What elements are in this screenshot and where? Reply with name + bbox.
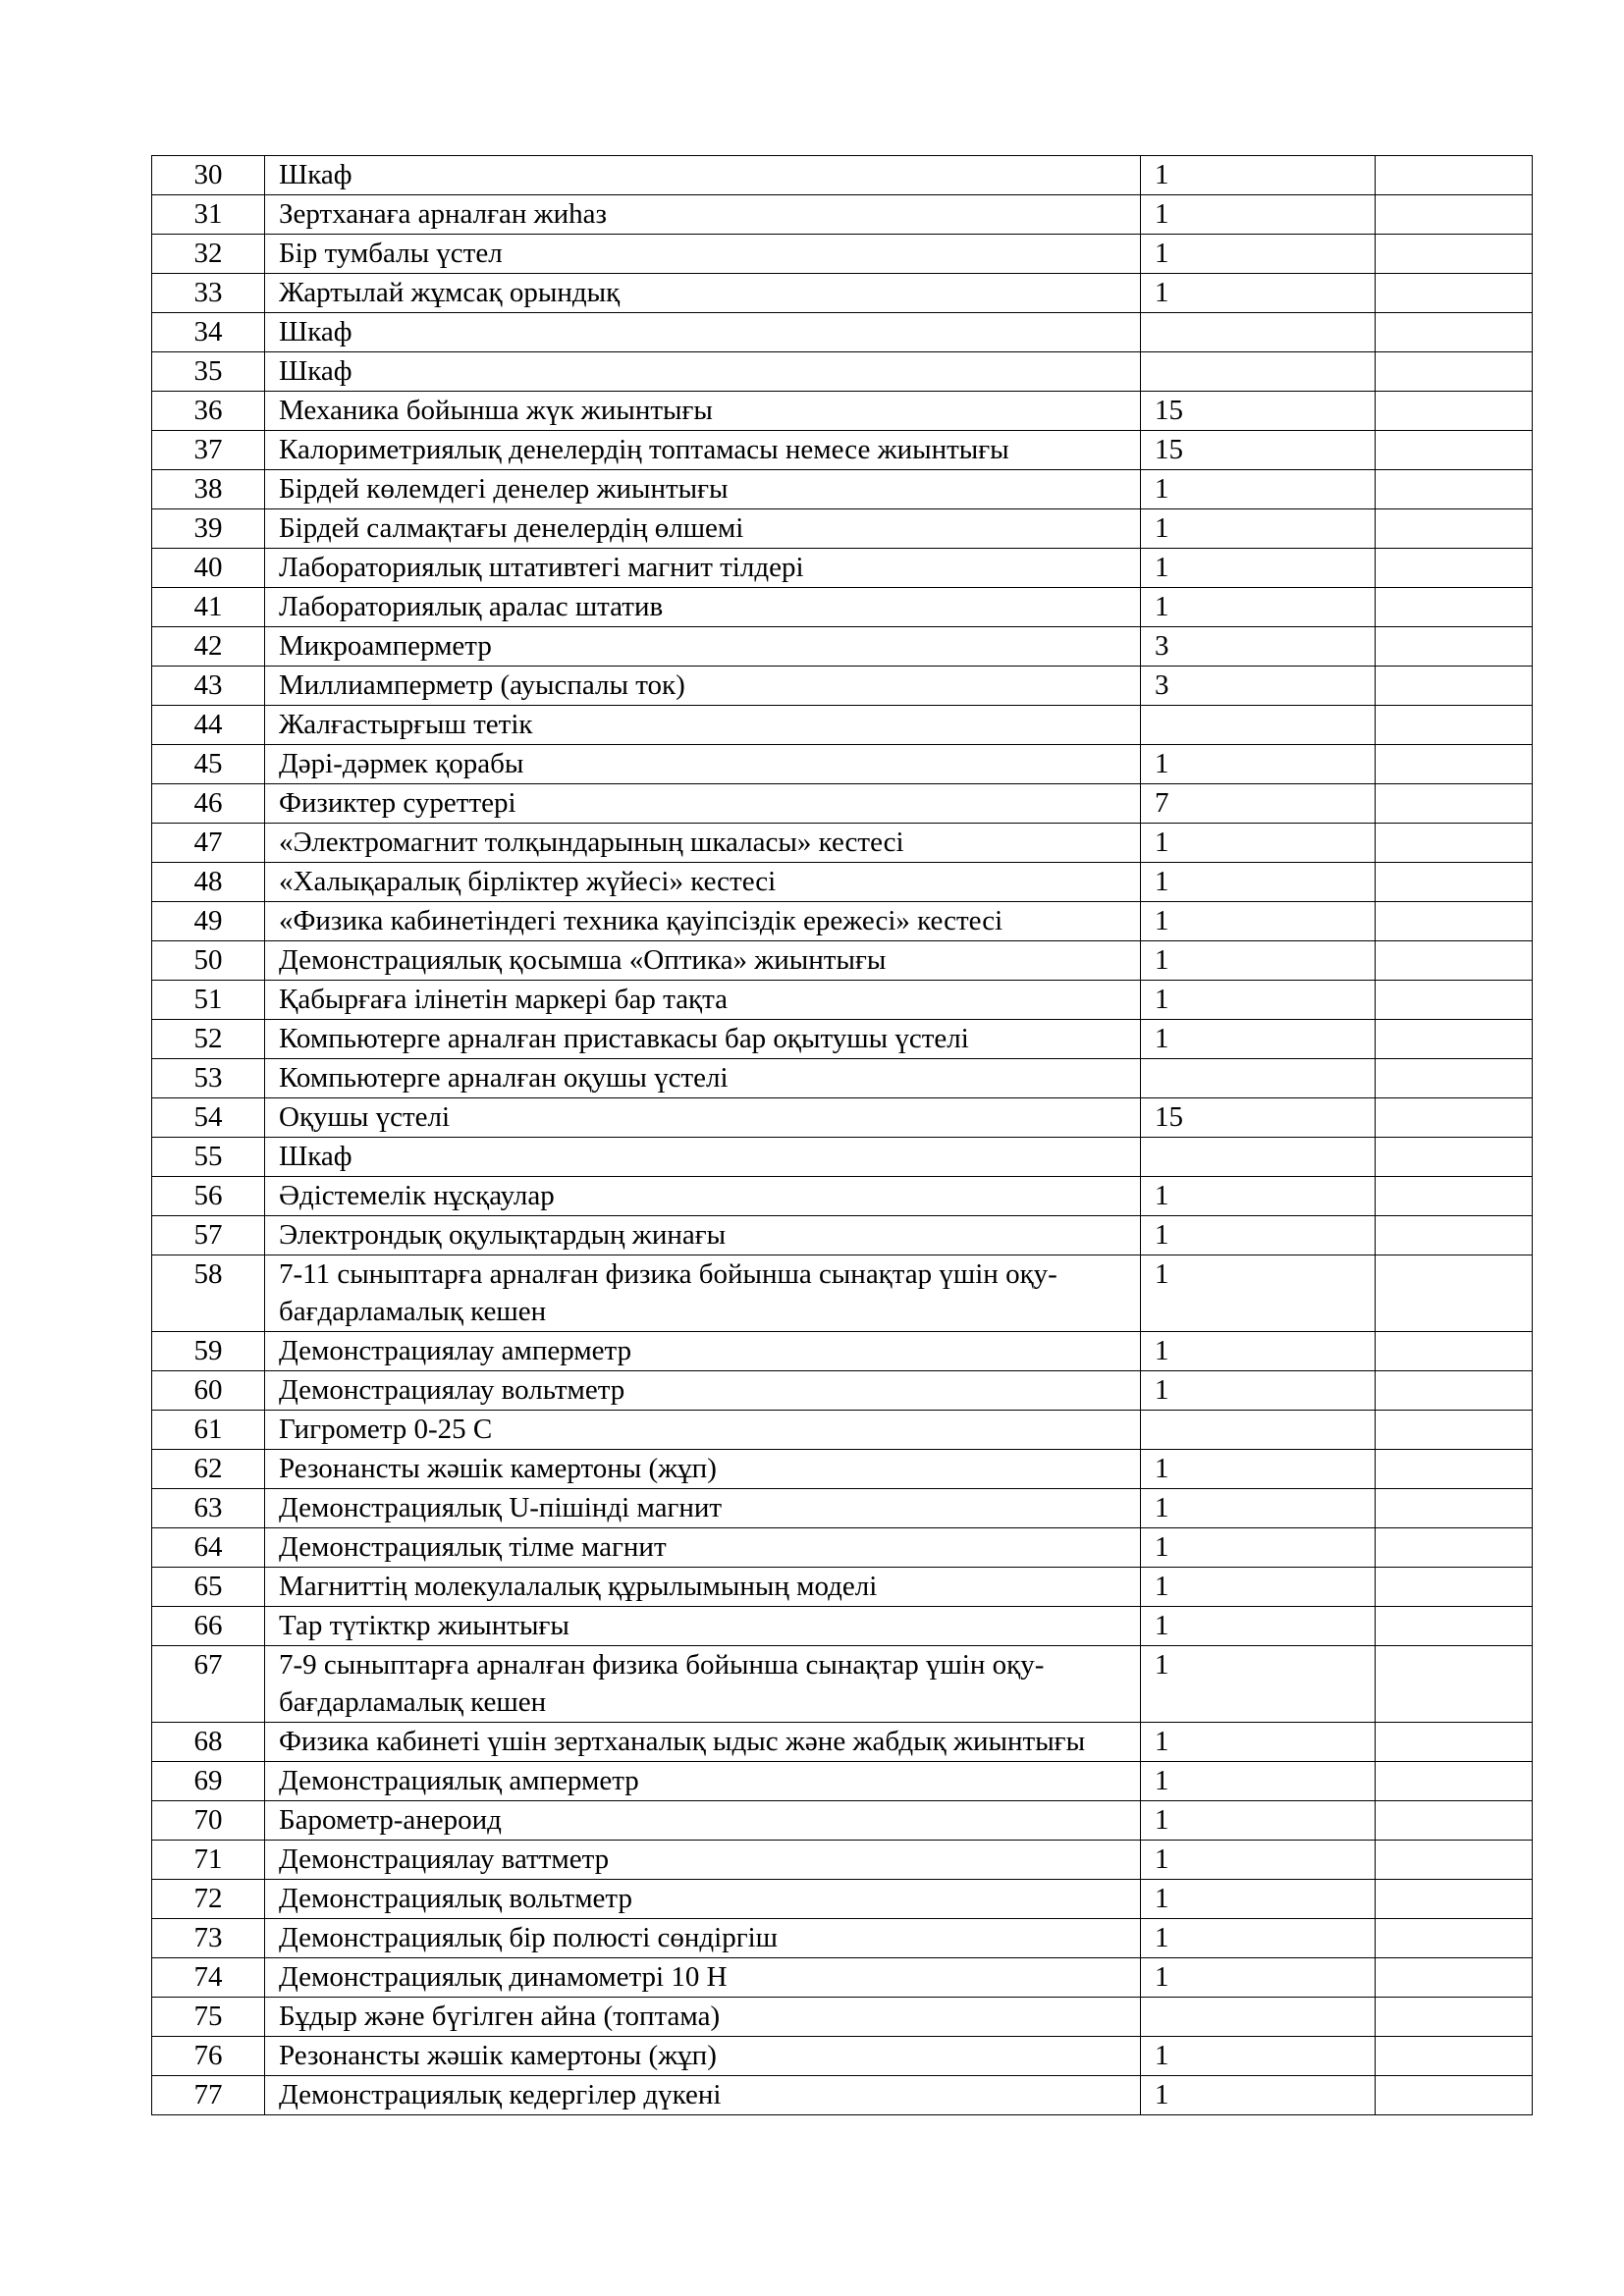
table-row — [152, 706, 1533, 745]
item-name-cell: 7-11 сыныптарға арналған физика бойынша сынақтар үшін оқу-бағдарламалық кешен — [265, 1255, 1141, 1332]
row-number-cell: 34 — [152, 313, 265, 352]
note-cell — [1376, 941, 1533, 981]
item-name-cell: Демонстрациялау вольтметр — [265, 1371, 1141, 1411]
note-cell — [1376, 1880, 1533, 1919]
note-cell — [1376, 431, 1533, 470]
table-row — [152, 1489, 1533, 1528]
row-number-cell: 68 — [152, 1723, 265, 1762]
item-name-cell: Лабораториялық штативтегі магнит тілдері — [265, 549, 1141, 588]
note-cell — [1376, 1528, 1533, 1568]
row-number-cell: 67 — [152, 1646, 265, 1723]
table-row — [152, 1723, 1533, 1762]
table-row — [152, 1958, 1533, 1998]
note-cell — [1376, 352, 1533, 392]
item-name-cell: Бұдыр және бүгілген айна (топтама) — [265, 1998, 1141, 2037]
row-number-cell: 58 — [152, 1255, 265, 1332]
item-name-cell: Демонстрациялық қосымша «Оптика» жиынтығы — [265, 941, 1141, 981]
item-name-cell: Жалғастырғыш тетік — [265, 706, 1141, 745]
quantity-cell: 1 — [1141, 1450, 1376, 1489]
item-name-cell: Демонстрациялау ваттметр — [265, 1841, 1141, 1880]
row-number-cell: 70 — [152, 1801, 265, 1841]
quantity-cell: 1 — [1141, 1880, 1376, 1919]
row-number-cell: 60 — [152, 1371, 265, 1411]
item-name-cell: «Электромагнит толқындарының шкаласы» кестесі — [265, 824, 1141, 863]
note-cell — [1376, 274, 1533, 313]
row-number-cell: 47 — [152, 824, 265, 863]
row-number-cell: 64 — [152, 1528, 265, 1568]
table-row — [152, 1841, 1533, 1880]
quantity-cell: 1 — [1141, 863, 1376, 902]
quantity-cell: 3 — [1141, 667, 1376, 706]
item-name-cell: Шкаф — [265, 156, 1141, 195]
quantity-cell: 1 — [1141, 745, 1376, 784]
table-row — [152, 1255, 1533, 1332]
quantity-cell: 1 — [1141, 1177, 1376, 1216]
row-number-cell: 57 — [152, 1216, 265, 1255]
quantity-cell: 1 — [1141, 470, 1376, 509]
item-name-cell: Демонстрациялау амперметр — [265, 1332, 1141, 1371]
table-row — [152, 392, 1533, 431]
quantity-cell: 1 — [1141, 2076, 1376, 2115]
quantity-cell — [1141, 706, 1376, 745]
row-number-cell: 56 — [152, 1177, 265, 1216]
note-cell — [1376, 1216, 1533, 1255]
note-cell — [1376, 156, 1533, 195]
note-cell — [1376, 1607, 1533, 1646]
quantity-cell: 15 — [1141, 1098, 1376, 1138]
item-name-cell: Демонстрациялық амперметр — [265, 1762, 1141, 1801]
row-number-cell: 39 — [152, 509, 265, 549]
item-name-cell: Гигрометр 0-25 С — [265, 1411, 1141, 1450]
item-name-cell: «Халықаралық бірліктер жүйесі» кестесі — [265, 863, 1141, 902]
note-cell — [1376, 1568, 1533, 1607]
quantity-cell: 1 — [1141, 1919, 1376, 1958]
note-cell — [1376, 1020, 1533, 1059]
row-number-cell: 75 — [152, 1998, 265, 2037]
quantity-cell — [1141, 1411, 1376, 1450]
table-row — [152, 431, 1533, 470]
table-row — [152, 1450, 1533, 1489]
note-cell — [1376, 470, 1533, 509]
item-name-cell: «Физика кабинетіндегі техника қауіпсіздік ережесі» кестесі — [265, 902, 1141, 941]
item-name-cell: Барометр-анероид — [265, 1801, 1141, 1841]
quantity-cell: 15 — [1141, 431, 1376, 470]
note-cell — [1376, 1332, 1533, 1371]
item-name-cell: Демонстрациялық динамометрі 10 Н — [265, 1958, 1141, 1998]
note-cell — [1376, 313, 1533, 352]
table-row — [152, 1138, 1533, 1177]
row-number-cell: 77 — [152, 2076, 265, 2115]
table-row — [152, 941, 1533, 981]
table-row — [152, 2076, 1533, 2115]
row-number-cell: 40 — [152, 549, 265, 588]
quantity-cell: 1 — [1141, 156, 1376, 195]
equipment-table-body — [152, 156, 1533, 2115]
row-number-cell: 69 — [152, 1762, 265, 1801]
quantity-cell: 1 — [1141, 1528, 1376, 1568]
row-number-cell: 30 — [152, 156, 265, 195]
item-name-cell: Физиктер суреттері — [265, 784, 1141, 824]
table-row — [152, 824, 1533, 863]
row-number-cell: 53 — [152, 1059, 265, 1098]
quantity-cell: 15 — [1141, 392, 1376, 431]
quantity-cell: 1 — [1141, 1801, 1376, 1841]
quantity-cell: 1 — [1141, 274, 1376, 313]
quantity-cell — [1141, 352, 1376, 392]
table-row — [152, 195, 1533, 235]
table-row — [152, 509, 1533, 549]
table-row — [152, 1919, 1533, 1958]
table-row — [152, 235, 1533, 274]
item-name-cell: Шкаф — [265, 313, 1141, 352]
note-cell — [1376, 745, 1533, 784]
table-row — [152, 1216, 1533, 1255]
note-cell — [1376, 1723, 1533, 1762]
note-cell — [1376, 1371, 1533, 1411]
quantity-cell: 1 — [1141, 1841, 1376, 1880]
table-row — [152, 549, 1533, 588]
table-row — [152, 313, 1533, 352]
item-name-cell: Демонстрациялық кедергілер дүкені — [265, 2076, 1141, 2115]
row-number-cell: 50 — [152, 941, 265, 981]
item-name-cell: Демонстрациялық вольтметр — [265, 1880, 1141, 1919]
quantity-cell: 1 — [1141, 588, 1376, 627]
row-number-cell: 31 — [152, 195, 265, 235]
row-number-cell: 61 — [152, 1411, 265, 1450]
item-name-cell: Демонстрациялық тілме магнит — [265, 1528, 1141, 1568]
item-name-cell: Оқушы үстелі — [265, 1098, 1141, 1138]
table-row — [152, 2037, 1533, 2076]
item-name-cell: Резонансты жәшік камертоны (жұп) — [265, 1450, 1141, 1489]
quantity-cell: 1 — [1141, 195, 1376, 235]
row-number-cell: 54 — [152, 1098, 265, 1138]
table-row — [152, 156, 1533, 195]
quantity-cell: 1 — [1141, 941, 1376, 981]
table-row — [152, 1411, 1533, 1450]
row-number-cell: 63 — [152, 1489, 265, 1528]
item-name-cell: Дәрі-дәрмек қорабы — [265, 745, 1141, 784]
row-number-cell: 36 — [152, 392, 265, 431]
row-number-cell: 46 — [152, 784, 265, 824]
table-row — [152, 1371, 1533, 1411]
table-row — [152, 745, 1533, 784]
quantity-cell: 1 — [1141, 1723, 1376, 1762]
note-cell — [1376, 195, 1533, 235]
quantity-cell: 1 — [1141, 2037, 1376, 2076]
row-number-cell: 32 — [152, 235, 265, 274]
quantity-cell: 1 — [1141, 1489, 1376, 1528]
table-row — [152, 1177, 1533, 1216]
item-name-cell: Магниттің молекулалалық құрылымының моделі — [265, 1568, 1141, 1607]
row-number-cell: 49 — [152, 902, 265, 941]
row-number-cell: 41 — [152, 588, 265, 627]
quantity-cell: 3 — [1141, 627, 1376, 667]
note-cell — [1376, 1138, 1533, 1177]
note-cell — [1376, 784, 1533, 824]
note-cell — [1376, 824, 1533, 863]
table-row — [152, 352, 1533, 392]
item-name-cell: Қабырғаға ілінетін маркері бар тақта — [265, 981, 1141, 1020]
row-number-cell: 59 — [152, 1332, 265, 1371]
note-cell — [1376, 235, 1533, 274]
row-number-cell: 48 — [152, 863, 265, 902]
quantity-cell: 1 — [1141, 1371, 1376, 1411]
table-row — [152, 1762, 1533, 1801]
table-row — [152, 588, 1533, 627]
note-cell — [1376, 1762, 1533, 1801]
item-name-cell: Механика бойынша жүк жиынтығы — [265, 392, 1141, 431]
note-cell — [1376, 1801, 1533, 1841]
row-number-cell: 52 — [152, 1020, 265, 1059]
quantity-cell: 1 — [1141, 824, 1376, 863]
quantity-cell: 7 — [1141, 784, 1376, 824]
row-number-cell: 44 — [152, 706, 265, 745]
note-cell — [1376, 1841, 1533, 1880]
note-cell — [1376, 863, 1533, 902]
table-row — [152, 1646, 1533, 1723]
quantity-cell — [1141, 1998, 1376, 2037]
row-number-cell: 37 — [152, 431, 265, 470]
table-row — [152, 1332, 1533, 1371]
note-cell — [1376, 549, 1533, 588]
row-number-cell: 73 — [152, 1919, 265, 1958]
row-number-cell: 43 — [152, 667, 265, 706]
table-row — [152, 1568, 1533, 1607]
table-row — [152, 863, 1533, 902]
quantity-cell: 1 — [1141, 1646, 1376, 1723]
quantity-cell: 1 — [1141, 549, 1376, 588]
note-cell — [1376, 1255, 1533, 1332]
row-number-cell: 35 — [152, 352, 265, 392]
note-cell — [1376, 1998, 1533, 2037]
table-row — [152, 627, 1533, 667]
quantity-cell — [1141, 1059, 1376, 1098]
note-cell — [1376, 1098, 1533, 1138]
note-cell — [1376, 1489, 1533, 1528]
item-name-cell: Демонстрациялық бір полюсті сөндіргіш — [265, 1919, 1141, 1958]
quantity-cell: 1 — [1141, 1958, 1376, 1998]
item-name-cell: Бірдей салмақтағы денелердің өлшемі — [265, 509, 1141, 549]
quantity-cell: 1 — [1141, 1020, 1376, 1059]
row-number-cell: 62 — [152, 1450, 265, 1489]
note-cell — [1376, 392, 1533, 431]
item-name-cell: Компьютерге арналған приставкасы бар оқытушы үстелі — [265, 1020, 1141, 1059]
note-cell — [1376, 588, 1533, 627]
item-name-cell: Зертханаға арналған жиһаз — [265, 195, 1141, 235]
item-name-cell: Шкаф — [265, 352, 1141, 392]
item-name-cell: 7-9 сыныптарға арналған физика бойынша сынақтар үшін оқу-бағдарламалық кешен — [265, 1646, 1141, 1723]
table-row — [152, 1059, 1533, 1098]
quantity-cell — [1141, 313, 1376, 352]
row-number-cell: 74 — [152, 1958, 265, 1998]
note-cell — [1376, 509, 1533, 549]
note-cell — [1376, 1450, 1533, 1489]
item-name-cell: Жартылай жұмсақ орындық — [265, 274, 1141, 313]
item-name-cell: Электрондық оқулықтардың жинағы — [265, 1216, 1141, 1255]
note-cell — [1376, 667, 1533, 706]
note-cell — [1376, 1411, 1533, 1450]
table-row — [152, 1880, 1533, 1919]
item-name-cell: Тар түтікткр жиынтығы — [265, 1607, 1141, 1646]
row-number-cell: 33 — [152, 274, 265, 313]
note-cell — [1376, 981, 1533, 1020]
row-number-cell: 66 — [152, 1607, 265, 1646]
row-number-cell: 71 — [152, 1841, 265, 1880]
table-row — [152, 1801, 1533, 1841]
quantity-cell: 1 — [1141, 1216, 1376, 1255]
quantity-cell: 1 — [1141, 1762, 1376, 1801]
item-name-cell: Демонстрациялық U-пішінді магнит — [265, 1489, 1141, 1528]
item-name-cell: Лабораториялық аралас штатив — [265, 588, 1141, 627]
table-row — [152, 902, 1533, 941]
note-cell — [1376, 1059, 1533, 1098]
table-row — [152, 1607, 1533, 1646]
table-row — [152, 470, 1533, 509]
quantity-cell: 1 — [1141, 1332, 1376, 1371]
row-number-cell: 51 — [152, 981, 265, 1020]
note-cell — [1376, 627, 1533, 667]
table-row — [152, 667, 1533, 706]
quantity-cell: 1 — [1141, 902, 1376, 941]
quantity-cell: 1 — [1141, 1607, 1376, 1646]
note-cell — [1376, 2076, 1533, 2115]
equipment-table — [151, 155, 1533, 2115]
item-name-cell: Микроамперметр — [265, 627, 1141, 667]
note-cell — [1376, 1177, 1533, 1216]
item-name-cell: Миллиамперметр (ауыспалы ток) — [265, 667, 1141, 706]
item-name-cell: Резонансты жәшік камертоны (жұп) — [265, 2037, 1141, 2076]
table-row — [152, 1998, 1533, 2037]
quantity-cell: 1 — [1141, 235, 1376, 274]
quantity-cell: 1 — [1141, 1255, 1376, 1332]
quantity-cell: 1 — [1141, 981, 1376, 1020]
table-row — [152, 981, 1533, 1020]
item-name-cell: Әдістемелік нұсқаулар — [265, 1177, 1141, 1216]
table-row — [152, 784, 1533, 824]
row-number-cell: 76 — [152, 2037, 265, 2076]
row-number-cell: 72 — [152, 1880, 265, 1919]
table-row — [152, 1020, 1533, 1059]
note-cell — [1376, 1919, 1533, 1958]
quantity-cell: 1 — [1141, 509, 1376, 549]
item-name-cell: Бір тумбалы үстел — [265, 235, 1141, 274]
note-cell — [1376, 1958, 1533, 1998]
note-cell — [1376, 1646, 1533, 1723]
item-name-cell: Шкаф — [265, 1138, 1141, 1177]
item-name-cell: Калориметриялық денелердің топтамасы немесе жиынтығы — [265, 431, 1141, 470]
row-number-cell: 45 — [152, 745, 265, 784]
item-name-cell: Физика кабинеті үшін зертханалық ыдыс және жабдық жиынтығы — [265, 1723, 1141, 1762]
note-cell — [1376, 706, 1533, 745]
table-row — [152, 1528, 1533, 1568]
table-row — [152, 1098, 1533, 1138]
table-row — [152, 274, 1533, 313]
item-name-cell: Компьютерге арналған оқушы үстелі — [265, 1059, 1141, 1098]
row-number-cell: 42 — [152, 627, 265, 667]
row-number-cell: 38 — [152, 470, 265, 509]
row-number-cell: 55 — [152, 1138, 265, 1177]
quantity-cell — [1141, 1138, 1376, 1177]
row-number-cell: 65 — [152, 1568, 265, 1607]
quantity-cell: 1 — [1141, 1568, 1376, 1607]
note-cell — [1376, 2037, 1533, 2076]
item-name-cell: Бірдей көлемдегі денелер жиынтығы — [265, 470, 1141, 509]
note-cell — [1376, 902, 1533, 941]
